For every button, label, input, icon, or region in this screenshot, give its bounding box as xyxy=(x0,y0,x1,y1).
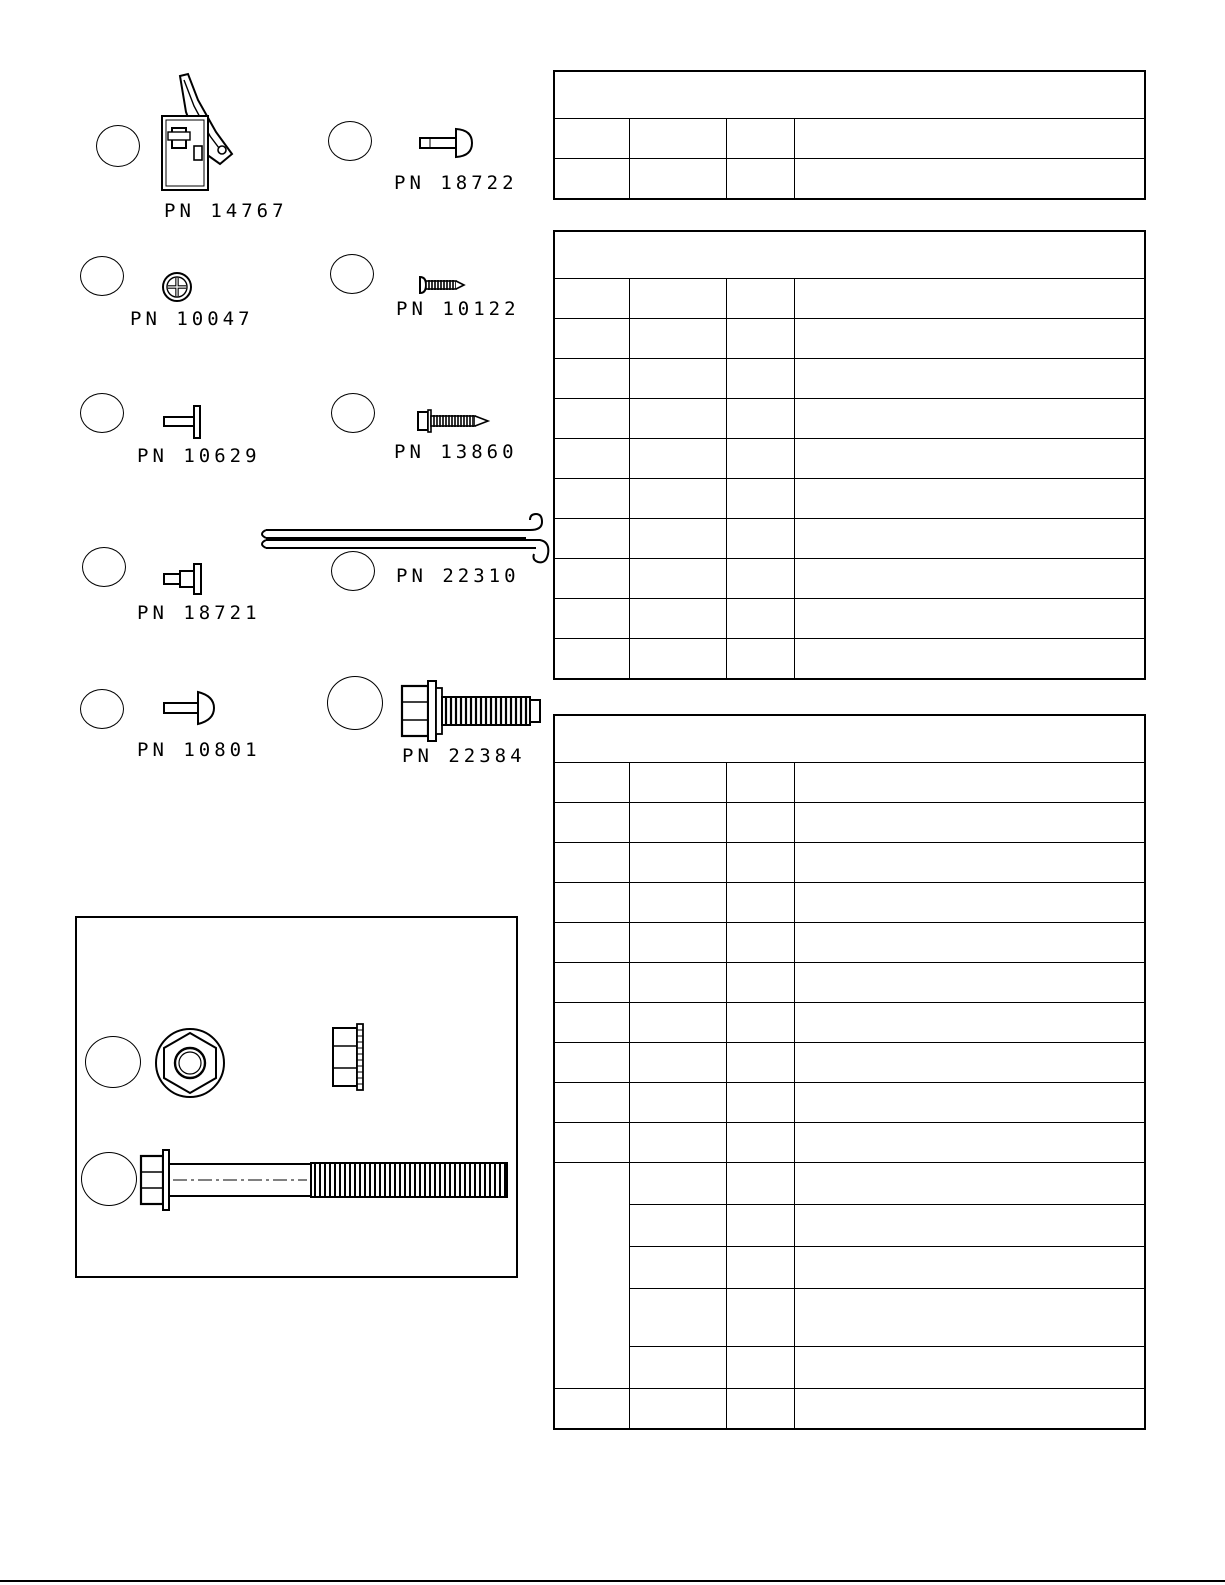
table-cell xyxy=(727,1083,795,1123)
table-row xyxy=(554,279,1145,319)
flange-nut-side-drawing xyxy=(329,1022,367,1092)
table-row xyxy=(554,1247,1145,1289)
dome-head-pin-drawing xyxy=(162,690,218,726)
table-row xyxy=(554,639,1145,679)
table-cell xyxy=(630,1247,727,1289)
table-cell xyxy=(795,519,1146,559)
table-cell xyxy=(554,883,630,923)
table-cell xyxy=(795,923,1146,963)
callout-circle-18722 xyxy=(328,121,372,161)
table-title-cell xyxy=(554,231,1145,279)
table-cell xyxy=(630,159,727,199)
table-cell xyxy=(630,279,727,319)
part-number-18721: PN 18721 xyxy=(137,602,261,624)
table-cell xyxy=(554,763,630,803)
table-cell xyxy=(795,399,1146,439)
table-cell xyxy=(554,119,630,159)
table-merged-cell xyxy=(554,1163,630,1389)
table-cell xyxy=(630,1205,727,1247)
table-title-row xyxy=(554,231,1145,279)
table-row xyxy=(554,1123,1145,1163)
part-number-10801: PN 10801 xyxy=(137,739,261,761)
table-row xyxy=(554,1347,1145,1389)
table-cell xyxy=(554,519,630,559)
table-cell xyxy=(630,1347,727,1389)
table-cell xyxy=(795,279,1146,319)
table-cell xyxy=(727,1163,795,1205)
table-cell xyxy=(795,479,1146,519)
table-cell xyxy=(727,1205,795,1247)
flat-head-pin-drawing xyxy=(162,404,206,440)
table-cell xyxy=(795,1389,1146,1429)
table-cell xyxy=(554,923,630,963)
table-cell xyxy=(554,359,630,399)
table-row xyxy=(554,519,1145,559)
table-cell xyxy=(630,763,727,803)
table-row xyxy=(554,843,1145,883)
hex-flange-bolt-drawing xyxy=(400,678,544,744)
table-cell xyxy=(727,963,795,1003)
table-cell xyxy=(795,1043,1146,1083)
table-row xyxy=(554,923,1145,963)
table-row xyxy=(554,1205,1145,1247)
table-cell xyxy=(795,763,1146,803)
table-row xyxy=(554,883,1145,923)
table-cell xyxy=(554,319,630,359)
table-cell xyxy=(795,1289,1146,1347)
table-row xyxy=(554,963,1145,1003)
table-cell xyxy=(554,639,630,679)
part-number-10047: PN 10047 xyxy=(130,308,254,330)
table-cell xyxy=(630,559,727,599)
table-cell xyxy=(554,1083,630,1123)
table-cell xyxy=(727,1389,795,1429)
table-cell xyxy=(727,159,795,199)
part-number-10122: PN 10122 xyxy=(396,298,520,320)
table-row xyxy=(554,359,1145,399)
hardware-detail-box xyxy=(75,916,518,1278)
table-cell xyxy=(727,1347,795,1389)
table-cell xyxy=(727,763,795,803)
table-cell xyxy=(727,319,795,359)
shoulder-pin-drawing xyxy=(162,562,206,596)
long-hook-rod-drawing xyxy=(256,508,556,572)
table-cell xyxy=(554,279,630,319)
parts-table-1 xyxy=(553,70,1146,200)
table-cell xyxy=(727,519,795,559)
table-cell xyxy=(727,1043,795,1083)
part-number-22384: PN 22384 xyxy=(402,745,526,767)
table-cell xyxy=(554,843,630,883)
table-cell xyxy=(630,439,727,479)
table-cell xyxy=(795,803,1146,843)
bottom-rule xyxy=(0,1580,1225,1582)
table-cell xyxy=(554,963,630,1003)
table-row xyxy=(554,1389,1145,1429)
table-row xyxy=(554,319,1145,359)
table-cell xyxy=(630,1043,727,1083)
callout-circle-10629 xyxy=(80,393,124,433)
table-row xyxy=(554,803,1145,843)
long-hex-bolt-drawing xyxy=(139,1146,511,1216)
table-row xyxy=(554,1163,1145,1205)
table-row xyxy=(554,1289,1145,1347)
table-row xyxy=(554,479,1145,519)
table-title-row xyxy=(554,71,1145,119)
table-cell xyxy=(554,1003,630,1043)
part-number-13860: PN 13860 xyxy=(394,441,518,463)
table-cell xyxy=(727,279,795,319)
table-cell xyxy=(795,1163,1146,1205)
table-cell xyxy=(727,923,795,963)
table-row xyxy=(554,763,1145,803)
table-cell xyxy=(630,639,727,679)
table-cell xyxy=(630,119,727,159)
table-row xyxy=(554,159,1145,199)
table-cell xyxy=(554,1043,630,1083)
callout-circle-13860 xyxy=(331,393,375,433)
table-row xyxy=(554,1003,1145,1043)
table-cell xyxy=(630,319,727,359)
table-cell xyxy=(795,1347,1146,1389)
callout-circle-10801 xyxy=(80,689,124,729)
table-cell xyxy=(727,479,795,519)
table-cell xyxy=(795,159,1146,199)
table-cell xyxy=(795,439,1146,479)
table-cell xyxy=(630,1083,727,1123)
callout-circle-18721 xyxy=(82,547,126,587)
table-cell xyxy=(554,399,630,439)
table-cell xyxy=(727,439,795,479)
button-head-pin-drawing xyxy=(418,126,474,160)
table-title-row xyxy=(554,715,1145,763)
table-title-cell xyxy=(554,715,1145,763)
table-cell xyxy=(554,599,630,639)
table-cell xyxy=(727,1123,795,1163)
table-cell xyxy=(554,1389,630,1429)
table-title-cell xyxy=(554,71,1145,119)
table-cell xyxy=(630,1163,727,1205)
table-cell xyxy=(630,599,727,639)
table-cell xyxy=(727,883,795,923)
part-number-14767: PN 14767 xyxy=(164,200,288,222)
table-cell xyxy=(630,1389,727,1429)
table-cell xyxy=(727,599,795,639)
table-cell xyxy=(727,1247,795,1289)
table-row xyxy=(554,1083,1145,1123)
table-cell xyxy=(630,883,727,923)
callout-circle-22384 xyxy=(327,676,383,730)
callout-circle-hex-bolt xyxy=(81,1152,137,1206)
table-cell xyxy=(795,319,1146,359)
table-cell xyxy=(630,1123,727,1163)
table-cell xyxy=(630,1003,727,1043)
parts-table-3 xyxy=(553,714,1146,1430)
table-row xyxy=(554,399,1145,439)
table-cell xyxy=(727,399,795,439)
table-cell xyxy=(795,599,1146,639)
table-cell xyxy=(727,119,795,159)
table-cell xyxy=(630,399,727,439)
table-cell xyxy=(630,479,727,519)
table-cell xyxy=(727,803,795,843)
latch-bracket-drawing xyxy=(158,72,244,200)
table-cell xyxy=(630,359,727,399)
table-cell xyxy=(795,1003,1146,1043)
table-row xyxy=(554,599,1145,639)
table-cell xyxy=(795,843,1146,883)
callout-circle-10047 xyxy=(80,256,124,296)
phillips-screw-head-drawing xyxy=(160,270,194,304)
table-cell xyxy=(795,1247,1146,1289)
hex-washer-screw-drawing xyxy=(416,409,490,433)
part-number-22310: PN 22310 xyxy=(396,565,520,587)
pan-head-screw-drawing xyxy=(418,275,466,295)
table-cell xyxy=(795,119,1146,159)
callout-circle-22310 xyxy=(331,551,375,591)
table-cell xyxy=(727,359,795,399)
table-cell xyxy=(554,559,630,599)
table-cell xyxy=(630,1289,727,1347)
table-cell xyxy=(795,883,1146,923)
callout-circle-14767 xyxy=(96,125,140,167)
callout-circle-flange-nut xyxy=(85,1036,141,1088)
table-cell xyxy=(727,639,795,679)
table-cell xyxy=(727,1289,795,1347)
table-row xyxy=(554,559,1145,599)
part-number-18722: PN 18722 xyxy=(394,172,518,194)
table-cell xyxy=(630,963,727,1003)
callout-circle-10122 xyxy=(330,254,374,294)
table-cell xyxy=(795,559,1146,599)
table-cell xyxy=(554,803,630,843)
table-cell xyxy=(554,479,630,519)
flange-nut-front-drawing xyxy=(153,1026,227,1100)
table-row xyxy=(554,119,1145,159)
part-number-10629: PN 10629 xyxy=(137,445,261,467)
table-cell xyxy=(795,1083,1146,1123)
table-cell xyxy=(630,803,727,843)
table-cell xyxy=(630,519,727,559)
table-cell xyxy=(630,843,727,883)
table-cell xyxy=(795,963,1146,1003)
parts-table-2 xyxy=(553,230,1146,680)
table-cell xyxy=(795,1205,1146,1247)
table-row xyxy=(554,439,1145,479)
table-row xyxy=(554,1043,1145,1083)
table-cell xyxy=(630,923,727,963)
table-cell xyxy=(795,639,1146,679)
table-cell xyxy=(554,439,630,479)
table-cell xyxy=(727,1003,795,1043)
table-cell xyxy=(727,559,795,599)
table-cell xyxy=(554,1123,630,1163)
table-cell xyxy=(795,1123,1146,1163)
table-cell xyxy=(795,359,1146,399)
table-cell xyxy=(554,159,630,199)
table-cell xyxy=(727,843,795,883)
